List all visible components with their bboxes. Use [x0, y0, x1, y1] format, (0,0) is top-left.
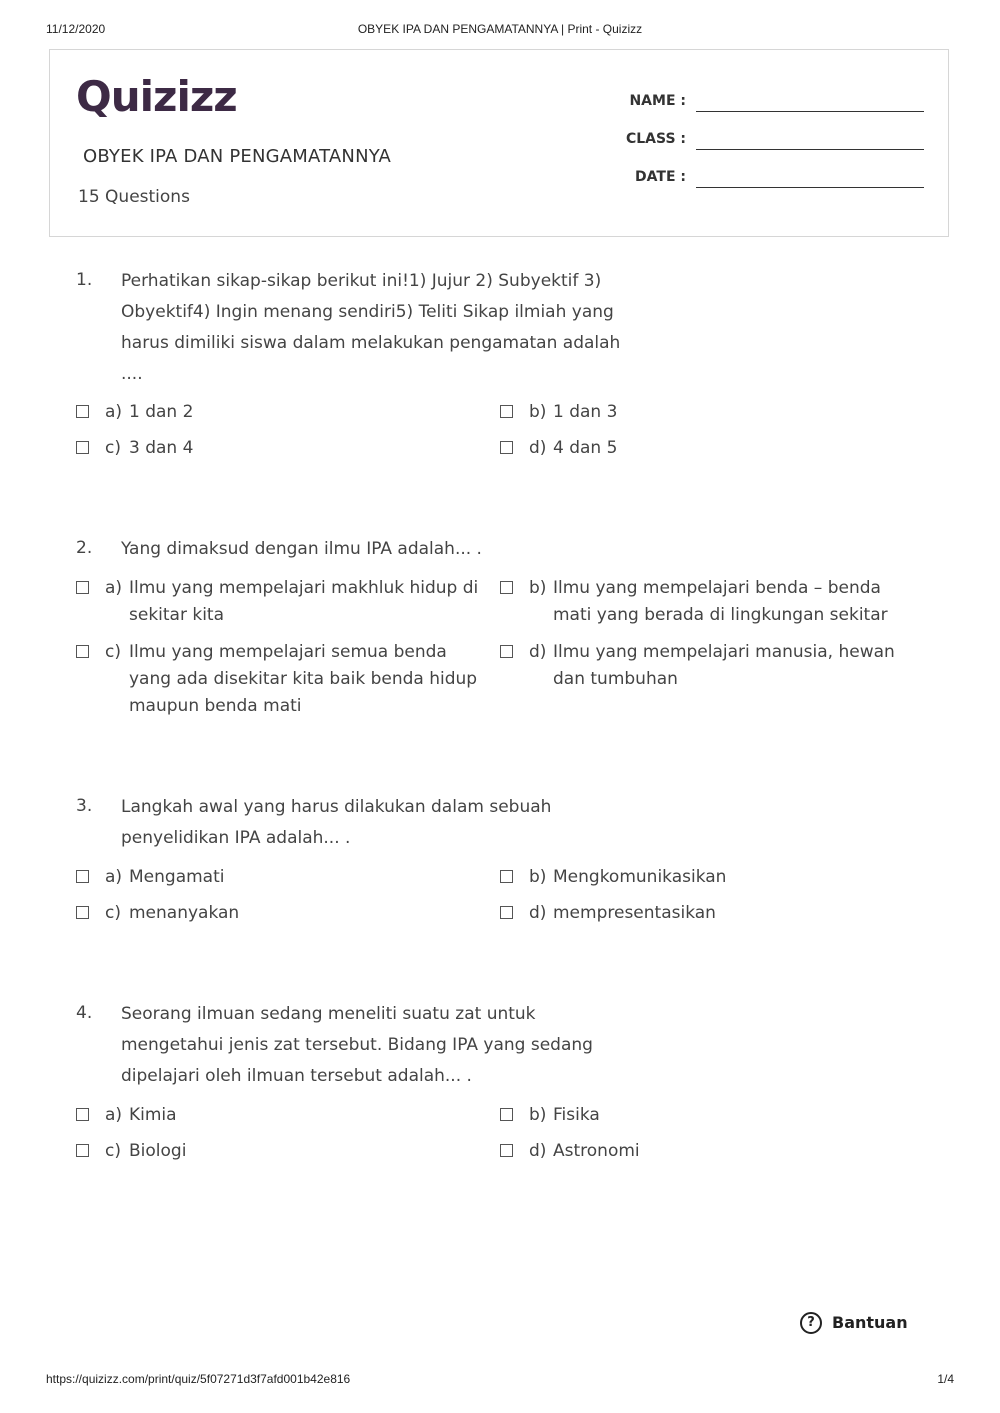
help-label: Bantuan — [832, 1313, 908, 1332]
option-letter: a) — [105, 578, 123, 598]
option-letter: c) — [105, 642, 121, 662]
question-1 — [76, 266, 936, 466]
question-4 — [76, 999, 936, 1169]
date-line — [696, 187, 924, 188]
date-field[interactable] — [610, 169, 924, 193]
class-field[interactable] — [610, 131, 924, 155]
question-number: 2. — [76, 538, 93, 558]
checkbox[interactable] — [500, 645, 513, 658]
option-letter: a) — [105, 1105, 123, 1125]
option-letter: a) — [105, 867, 123, 887]
option-letter: c) — [105, 1141, 121, 1161]
class-line — [696, 149, 924, 150]
question-number: 3. — [76, 796, 93, 816]
checkbox[interactable] — [76, 441, 89, 454]
checkbox[interactable] — [500, 1144, 513, 1157]
option-text: Kimia — [129, 1105, 177, 1125]
option-letter: d) — [529, 903, 547, 923]
name-label: NAME : — [629, 93, 686, 109]
option-letter: b) — [529, 402, 547, 422]
option-text: Fisika — [553, 1105, 600, 1125]
question-count: 15 Questions — [78, 187, 190, 207]
option-text: Ilmu yang mempelajari semua benda yang ada disekitar kita baik benda hidup maupun benda mati — [129, 642, 478, 716]
option-text: 1 dan 3 — [553, 402, 618, 422]
option-text: Mengkomunikasikan — [553, 867, 727, 887]
date-label: DATE : — [635, 169, 686, 185]
checkbox[interactable] — [76, 581, 89, 594]
checkbox[interactable] — [76, 1144, 89, 1157]
checkbox[interactable] — [500, 405, 513, 418]
option-text: 1 dan 2 — [129, 402, 194, 422]
page-number: 1/4 — [937, 1372, 954, 1386]
option-text: 3 dan 4 — [129, 438, 194, 458]
option-text: Mengamati — [129, 867, 225, 887]
option-text: Ilmu yang mempelajari benda – benda mati yang berada di lingkungan sekitar — [553, 578, 888, 625]
option-letter: c) — [105, 438, 121, 458]
option-letter: d) — [529, 1141, 547, 1161]
checkbox[interactable] — [500, 441, 513, 454]
print-footer — [0, 1372, 1000, 1392]
checkbox[interactable] — [76, 870, 89, 883]
question-number: 1. — [76, 270, 93, 290]
print-header — [0, 22, 1000, 42]
name-line — [696, 111, 924, 112]
option-letter: d) — [529, 642, 547, 662]
question-text: Langkah awal yang harus dilakukan dalam sebuah penyelidikan IPA adalah... . — [121, 797, 552, 848]
option-text: mempresentasikan — [553, 903, 716, 923]
option-letter: b) — [529, 867, 547, 887]
name-field[interactable] — [610, 93, 924, 117]
checkbox[interactable] — [500, 906, 513, 919]
print-date: 11/12/2020 — [46, 22, 106, 36]
question-text: Seorang ilmuan sedang meneliti suatu zat untuk mengetahui jenis zat tersebut. Bidang IPA yang sedang dipelajari oleh ilmuan tersebut adalah... . — [121, 1004, 593, 1086]
option-letter: b) — [529, 578, 547, 598]
print-title: OBYEK IPA DAN PENGAMATANNYA | Print - Quizizz — [357, 22, 643, 36]
question-3 — [76, 792, 936, 932]
print-url[interactable]: https://quizizz.com/print/quiz/5f07271d3f7afd001b42e816 — [46, 1372, 351, 1386]
checkbox[interactable] — [76, 1108, 89, 1121]
option-text: 4 dan 5 — [553, 438, 618, 458]
option-letter: c) — [105, 903, 121, 923]
question-2 — [76, 534, 936, 724]
question-circle-icon: ? — [800, 1312, 822, 1334]
option-letter: d) — [529, 438, 547, 458]
checkbox[interactable] — [76, 906, 89, 919]
option-text: menanyakan — [129, 903, 240, 923]
question-text: Yang dimaksud dengan ilmu IPA adalah... . — [121, 539, 482, 559]
option-text: Biologi — [129, 1141, 187, 1161]
option-letter: b) — [529, 1105, 547, 1125]
checkbox[interactable] — [76, 405, 89, 418]
question-text: Perhatikan sikap-sikap berikut ini!1) Jujur 2) Subyektif 3) Obyektif4) Ingin menang sendiri5) Teliti Sikap ilmiah yang harus dimiliki siswa dalam melakukan pengamatan adalah .... — [121, 271, 621, 384]
class-label: CLASS : — [625, 131, 686, 147]
question-number: 4. — [76, 1003, 93, 1023]
worksheet-header — [49, 49, 949, 237]
quiz-title: OBYEK IPA DAN PENGAMATANNYA — [83, 146, 392, 167]
option-text: Ilmu yang mempelajari makhluk hidup di sekitar kita — [129, 578, 479, 625]
quizizz-logo: Quizizz — [76, 72, 237, 121]
checkbox[interactable] — [500, 1108, 513, 1121]
checkbox[interactable] — [500, 870, 513, 883]
option-letter: a) — [105, 402, 123, 422]
checkbox[interactable] — [500, 581, 513, 594]
checkbox[interactable] — [76, 645, 89, 658]
option-text: Ilmu yang mempelajari manusia, hewan dan tumbuhan — [553, 642, 895, 689]
option-text: Astronomi — [553, 1141, 640, 1161]
